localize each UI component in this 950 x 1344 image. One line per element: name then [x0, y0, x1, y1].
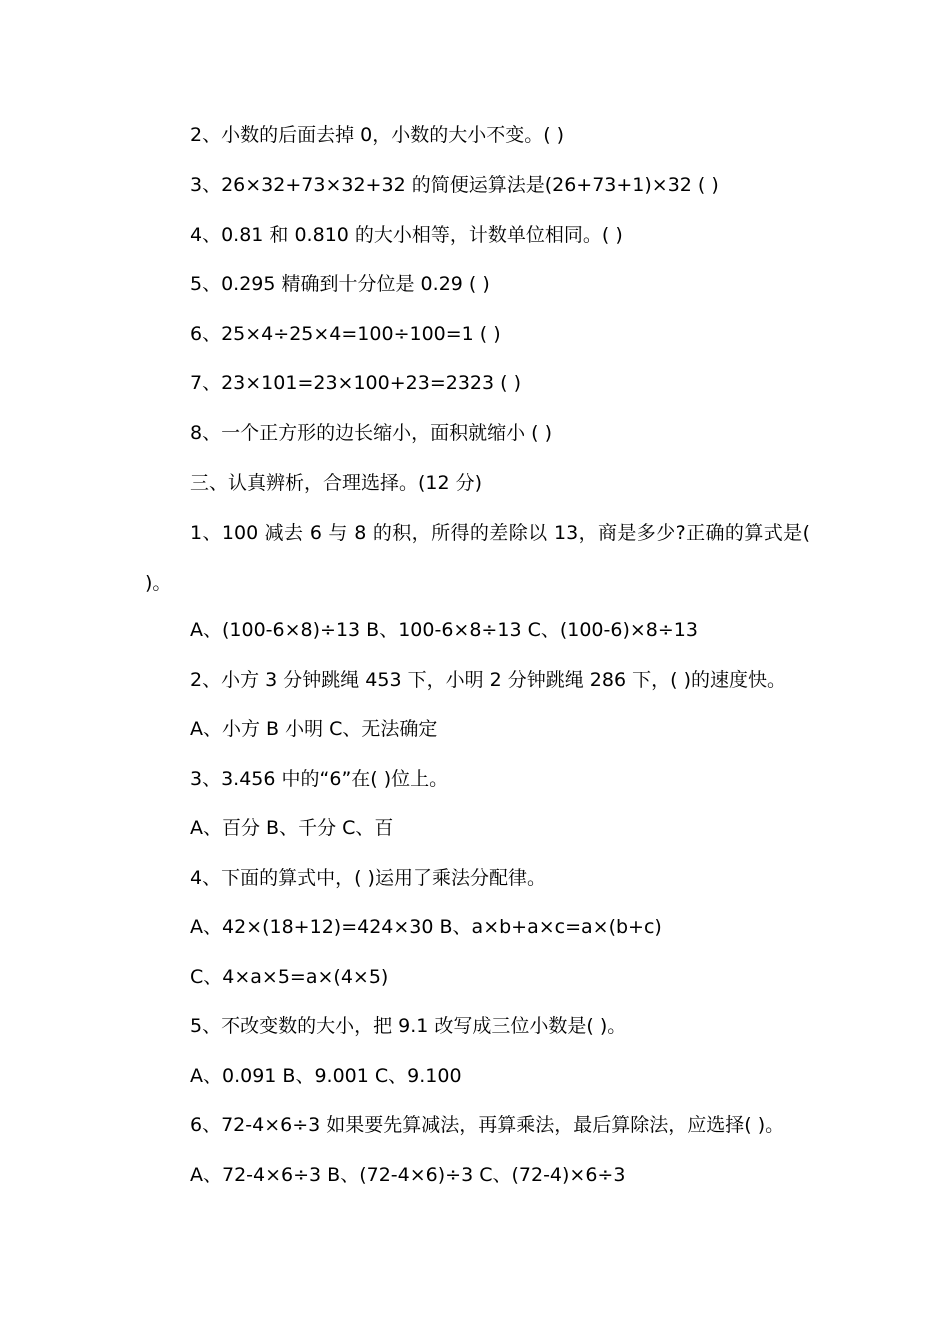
choice-question-1: 1、100 减去 6 与 8 的积，所得的差除以 13，商是多少?正确的算式是( )。 — [145, 522, 810, 594]
choice-3-options: A、百分 B、千分 C、百 — [190, 817, 394, 839]
choice-question-3: 3、3.456 中的“6”在( )位上。 — [190, 768, 449, 790]
judge-item-4: 4、0.81 和 0.810 的大小相等，计数单位相同。( ) — [190, 224, 623, 246]
section-three-heading: 三、认真辨析，合理选择。(12 分) — [190, 472, 483, 494]
judge-item-7: 7、23×101=23×100+23=2323 ( ) — [190, 372, 522, 394]
judge-item-2: 2、小数的后面去掉 0，小数的大小不变。( ) — [190, 124, 565, 146]
choice-question-4: 4、下面的算式中，( )运用了乘法分配律。 — [190, 867, 546, 889]
choice-question-2: 2、小方 3 分钟跳绳 453 下，小明 2 分钟跳绳 286 下，( )的速度快。 — [190, 669, 786, 691]
choice-5-options: A、0.091 B、9.001 C、9.100 — [190, 1065, 462, 1087]
judge-item-3: 3、26×32+73×32+32 的简便运算法是(26+73+1)×32 ( ) — [190, 174, 719, 196]
choice-4-options-c: C、4×a×5=a×(4×5) — [190, 966, 389, 988]
choice-question-5: 5、不改变数的大小，把 9.1 改写成三位小数是( )。 — [190, 1015, 627, 1037]
choice-question-6: 6、72-4×6÷3 如果要先算减法，再算乘法，最后算除法，应选择( )。 — [190, 1114, 785, 1136]
judge-item-5: 5、0.295 精确到十分位是 0.29 ( ) — [190, 273, 490, 295]
choice-6-options: A、72-4×6÷3 B、(72-4×6)÷3 C、(72-4)×6÷3 — [190, 1164, 626, 1186]
judge-item-6: 6、25×4÷25×4=100÷100=1 ( ) — [190, 323, 501, 345]
choice-2-options: A、小方 B 小明 C、无法确定 — [190, 718, 438, 740]
judge-item-8: 8、一个正方形的边长缩小，面积就缩小 ( ) — [190, 422, 552, 444]
choice-4-options-ab: A、42×(18+12)=424×30 B、a×b+a×c=a×(b+c) — [190, 916, 662, 938]
choice-1-options: A、(100-6×8)÷13 B、100-6×8÷13 C、(100-6)×8÷13 — [190, 619, 698, 641]
